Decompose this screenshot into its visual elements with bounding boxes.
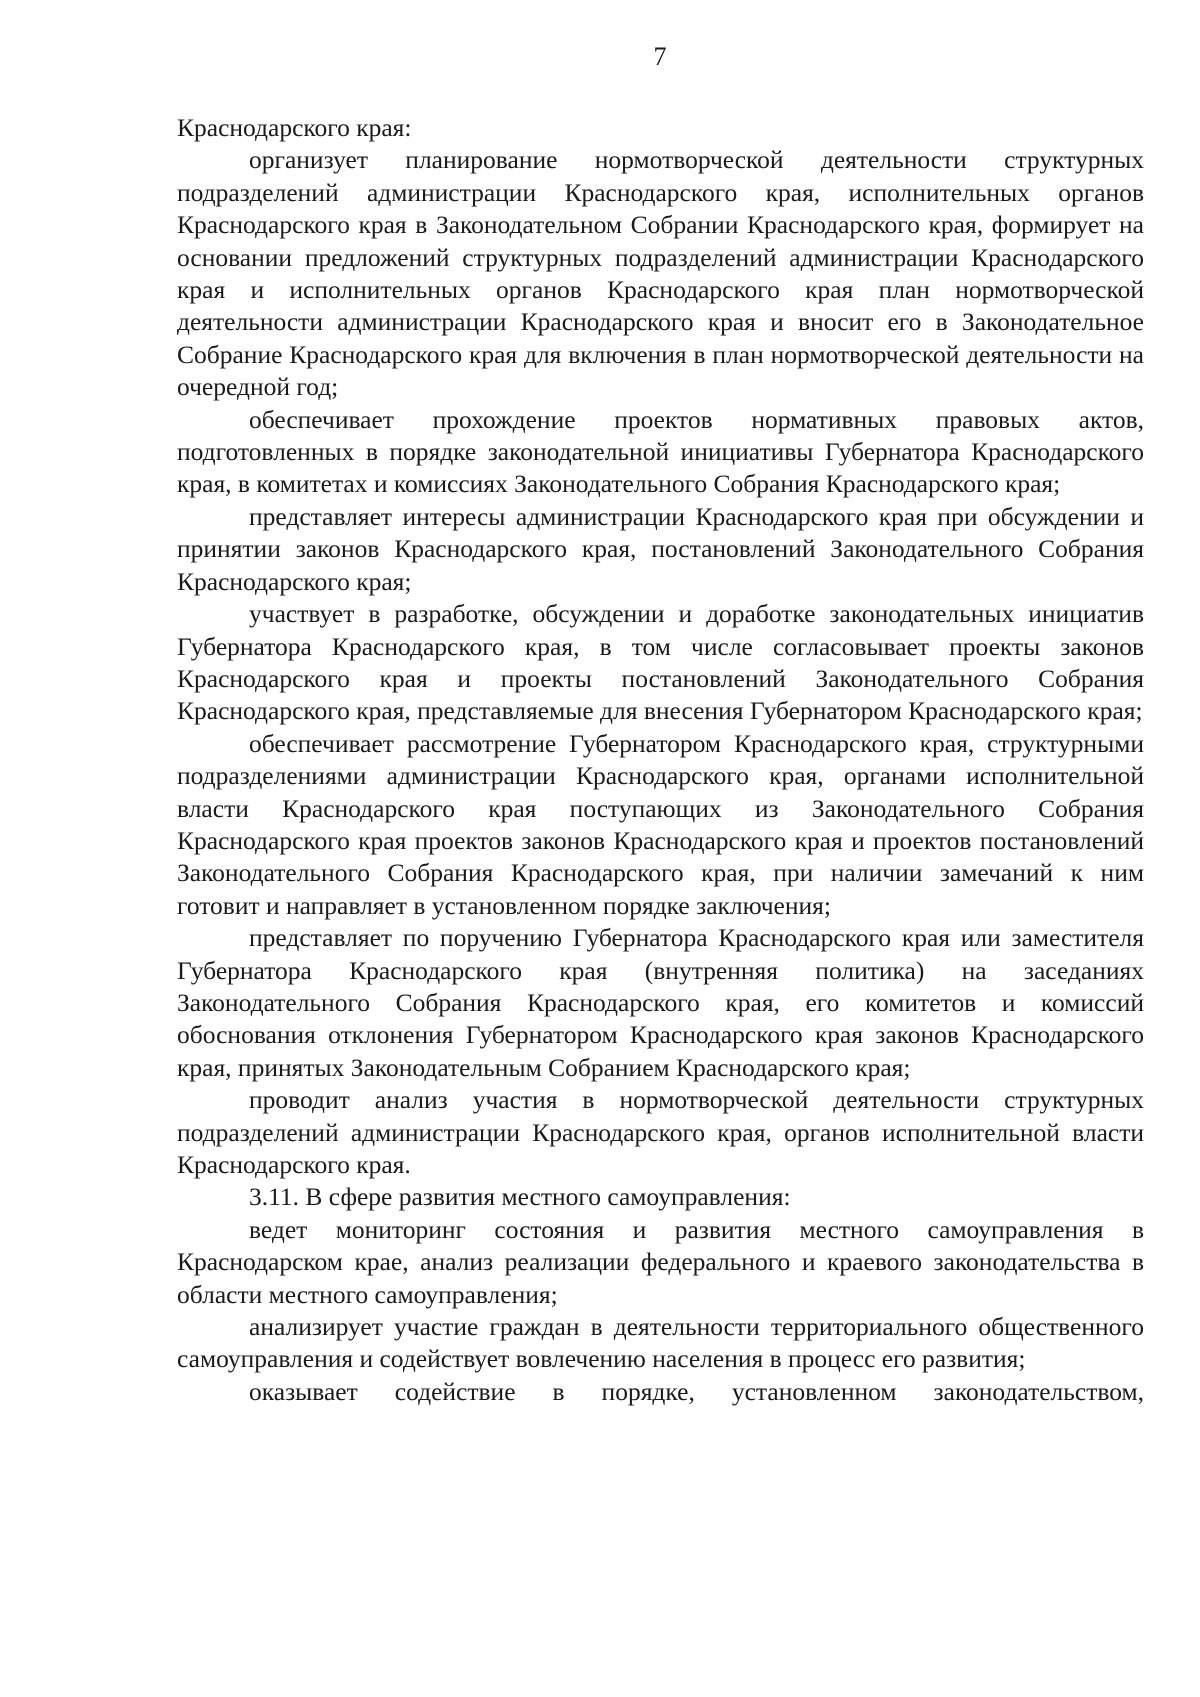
- paragraph: организует планирование нормотворческой деятельности структурных подразделений администрации Краснодарского края, исполнительных органов Краснодарского края в Законодательном Собрании Краснодарского края, формирует на основании предложений структурных подразделений администрации Краснодарского края и исполнительных органов Краснодарского края план нормотворческой деятельности администрации Краснодарского края и вносит его в Законодательное Собрание Краснодарского края для включения в план нормотворческой деятельности на очередной год;: [177, 145, 1144, 402]
- paragraph: обеспечивает прохождение проектов нормативных правовых актов, подготовленных в порядке законодательной инициативы Губернатора Краснодарского края, в комитетах и комиссиях Законодательного Собрания Краснодарского края;: [177, 404, 1144, 499]
- paragraph: участвует в разработке, обсуждении и доработке законодательных инициатив Губернатора Краснодарского края, в том числе согласовывает проекты законов Краснодарского края и проекты постановлений Законодательного Собрания Краснодарского края, представляемые для внесения Губернатором Краснодарского края;: [177, 599, 1144, 726]
- paragraph: представляет по поручению Губернатора Краснодарского края или заместителя Губернатора Краснодарского края (внутренняя политика) на заседаниях Законодательного Собрания Краснодарского края, его комитетов и комиссий обоснования отклонения Губернатором Краснодарского края законов Краснодарского края, принятых Законодательным Собранием Краснодарского края;: [177, 923, 1144, 1082]
- section-heading: 3.11. В сфере развития местного самоуправления:: [249, 1182, 791, 1212]
- page-number: 7: [653, 42, 667, 71]
- paragraph: ведет мониторинг состояния и развития местного самоуправления в Краснодарском крае, анализ реализации федерального и краевого законодательства в области местного самоуправления;: [177, 1214, 1144, 1309]
- paragraph: обеспечивает рассмотрение Губернатором Краснодарского края, структурными подразделениями администрации Краснодарского края, органами исполнительной власти Краснодарского края поступающих из Законодательного Собрания Краснодарского края проектов законов Краснодарского края и проектов постановлений Законодательного Собрания Краснодарского края, при наличии замечаний к ним готовит и направляет в установленном порядке заключения;: [177, 728, 1144, 920]
- document-body: [177, 112, 1144, 1408]
- paragraph: представляет интересы администрации Краснодарского края при обсуждении и принятии законов Краснодарского края, постановлений Законодательного Собрания Краснодарского края;: [177, 501, 1144, 596]
- paragraph: анализирует участие граждан в деятельности территориального общественного самоуправления и содействует вовлечению населения в процесс его развития;: [177, 1312, 1144, 1374]
- paragraph-continues: оказывает содействие в порядке, установленном законодательством,: [249, 1376, 1144, 1406]
- paragraph-continuation: Краснодарского края:: [177, 113, 412, 142]
- paragraph: проводит анализ участия в нормотворческой деятельности структурных подразделений администрации Краснодарского края, органов исполнительной власти Краснодарского края.: [177, 1085, 1144, 1179]
